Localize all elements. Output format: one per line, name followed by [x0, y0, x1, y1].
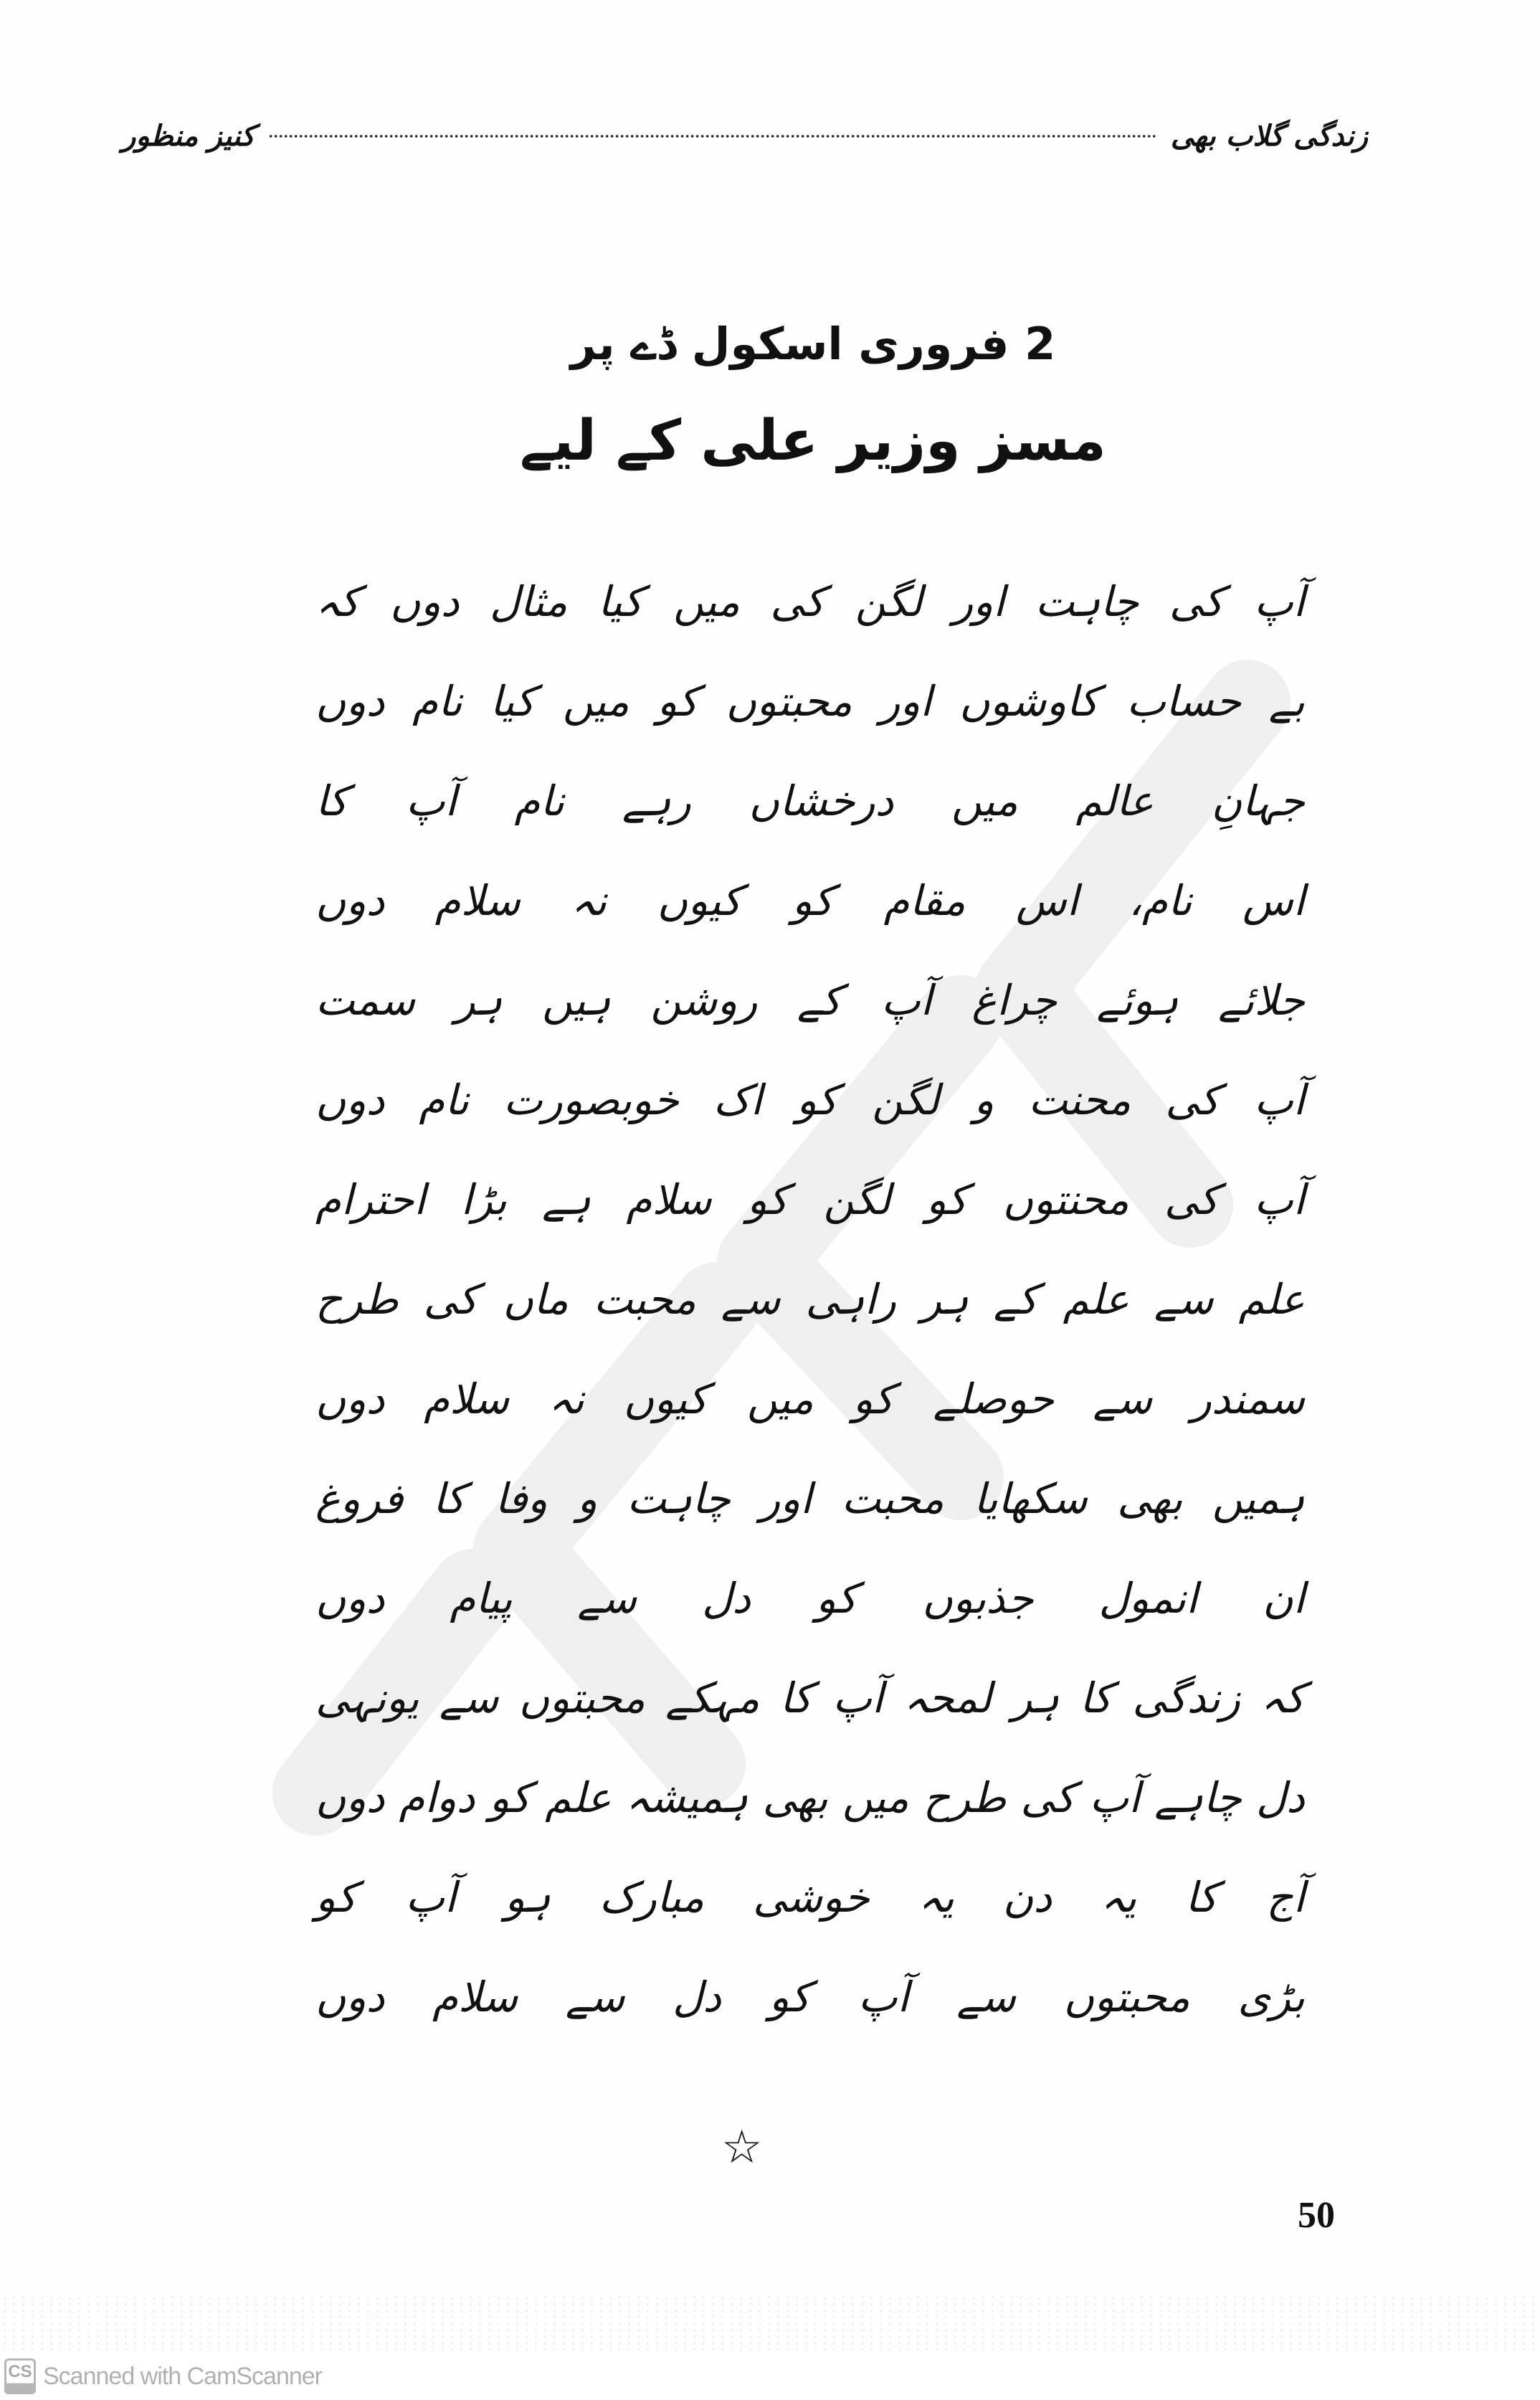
poem-line: آج کا یہ دن یہ خوشی مبارک ہو آپ کو	[315, 1873, 1305, 1922]
poem-title	[0, 301, 1540, 495]
poem-title-occasion: 2 فروری اسکول ڈے پر	[570, 318, 1056, 370]
poem-line: آپ کی چاہت اور لگن کی میں کیا مثال دوں کہ	[315, 577, 1305, 626]
header-dotted-leader	[267, 131, 1157, 141]
poem-line: ان انمول جذبوں کو دل سے پیام دوں	[315, 1574, 1305, 1623]
poem-line: کہ زندگی کا ہر لمحہ آپ کا مہکے محبتوں سے یونہی	[315, 1674, 1305, 1722]
poem-line: سمندر سے حوصلے کو میں کیوں نہ سلام دوں	[315, 1375, 1305, 1423]
scan-edge-noise	[0, 2295, 1540, 2351]
camscanner-label: Scanned with CamScanner	[43, 2362, 323, 2390]
poem-line: آپ کی محنت و لگن کو اک خوبصورت نام دوں	[315, 1076, 1305, 1124]
poem-line: دل چاہے آپ کی طرح میں بھی ہمیشہ علم کو دوام دوں	[315, 1773, 1305, 1822]
poem-line: جہانِ عالم میں درخشاں رہے نام آپ کا	[315, 777, 1305, 825]
poem-body	[315, 552, 1305, 2047]
star-icon: ☆	[721, 2121, 763, 2174]
running-header	[122, 108, 1368, 165]
poem-line: اس نام، اس مقام کو کیوں نہ سلام دوں	[315, 876, 1305, 925]
header-book-title: زندگی گلاب بھی	[1170, 120, 1368, 153]
camscanner-logo-icon: CS	[4, 2358, 36, 2394]
poem-line: بڑی محبتوں سے آپ کو دل سے سلام دوں	[315, 1973, 1305, 2021]
poem-title-dedication: مسز وزیر علی کے لیے	[520, 409, 1106, 473]
poem-line: جلائے ہوئے چراغ آپ کے روشن ہیں ہر سمت	[315, 976, 1305, 1025]
header-author: کنیز منظور	[122, 120, 255, 153]
poem-line: بے حساب کاوشوں اور محبتوں کو میں کیا نام دوں	[315, 677, 1305, 726]
poem-line: علم سے علم کے ہر راہی سے محبت ماں کی طرح	[315, 1275, 1305, 1324]
poem-line: ہمیں بھی سکھایا محبت اور چاہت و وفا کا فروغ	[315, 1474, 1305, 1523]
camscanner-footer	[4, 2358, 322, 2395]
poem-line: آپ کی محنتوں کو لگن کو سلام ہے بڑا احترام	[315, 1175, 1305, 1224]
page-number: 50	[1298, 2195, 1335, 2236]
